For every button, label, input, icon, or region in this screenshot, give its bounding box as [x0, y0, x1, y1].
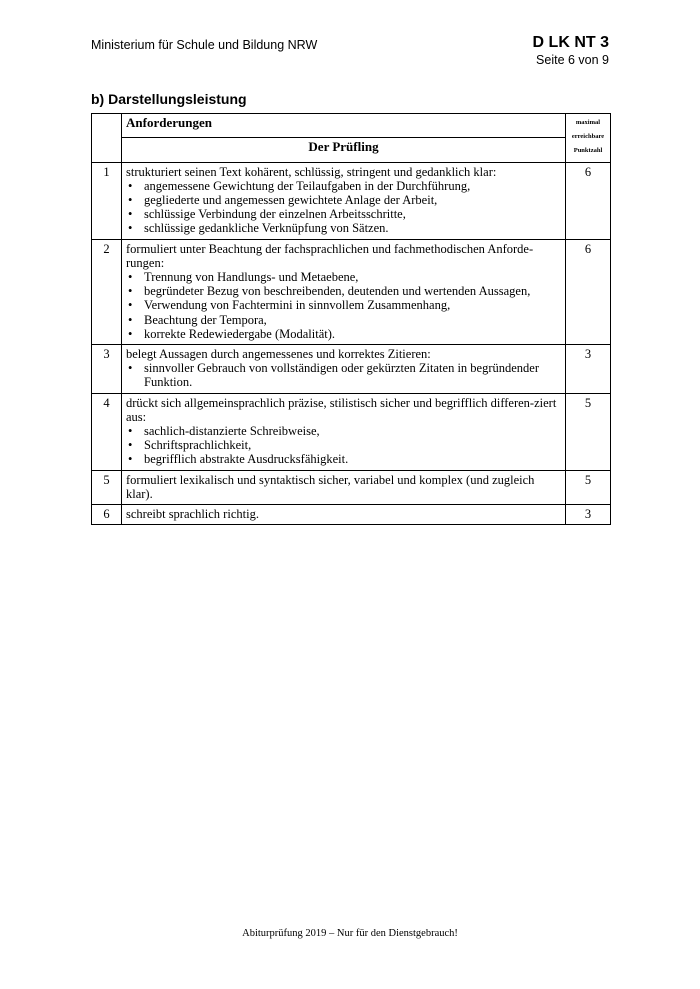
list-item: • Verwendung von Fachtermini in sinnvollem Zusammenhang, [126, 298, 561, 312]
table-body [92, 162, 611, 525]
requirement-cell [122, 505, 566, 525]
list-item: • begrifflich abstrakte Ausdrucksfähigkeit. [126, 452, 561, 466]
points-cell: 3 [566, 505, 611, 525]
list-item: • sachlich-distanzierte Schreibweise, [126, 424, 561, 438]
row-number: 3 [92, 345, 122, 394]
points-cell: 6 [566, 162, 611, 239]
requirement-text: schreibt sprachlich richtig. [126, 507, 259, 522]
points-cell: 6 [566, 239, 611, 344]
ministry-name: Ministerium für Schule und Bildung NRW [91, 38, 318, 52]
table-row [92, 393, 611, 470]
requirements-header: Anforderungen [122, 114, 566, 138]
points-header: maximal erreichbare Punktzahl [566, 114, 611, 163]
table-header-row [92, 114, 611, 138]
list-item: • schlüssige Verbindung der einzelnen Arbeitsschritte, [126, 207, 561, 221]
number-header-cell [92, 114, 122, 163]
criteria-list [126, 179, 561, 236]
table-subheader-row [92, 138, 611, 162]
table-row [92, 470, 611, 504]
table-row [92, 345, 611, 394]
requirement-cell [122, 345, 566, 394]
criteria-list [126, 361, 561, 389]
list-item: • gegliederte und angemessen gewichtete Anlage der Arbeit, [126, 193, 561, 207]
list-item: • schlüssige gedankliche Verknüpfung von Sätzen. [126, 221, 561, 235]
requirement-text: strukturiert seinen Text kohärent, schlüssig, stringent und gedanklich klar: [126, 164, 497, 179]
criteria-list [126, 270, 561, 341]
list-item: • begründeter Bezug von beschreibenden, deutenden und wertenden Aussagen, [126, 284, 561, 298]
requirement-text: formuliert lexikalisch und syntaktisch sicher, variabel und komplex (und zugleich klar). [126, 472, 535, 501]
section-title: b) Darstellungsleistung [91, 91, 247, 107]
assessment-table [91, 113, 611, 525]
table-row [92, 505, 611, 525]
list-item: • Trennung von Handlungs- und Metaebene, [126, 270, 561, 284]
requirement-text: drückt sich allgemeinsprachlich präzise, stilistisch sicher und begrifflich differen-ziert aus: [126, 395, 557, 424]
requirement-cell [122, 162, 566, 239]
exam-code: D LK NT 3 [532, 34, 609, 51]
points-cell: 3 [566, 345, 611, 394]
table-row [92, 239, 611, 344]
row-number: 5 [92, 470, 122, 504]
row-number: 6 [92, 505, 122, 525]
list-item: • Beachtung der Tempora, [126, 313, 561, 327]
requirement-cell [122, 393, 566, 470]
requirement-text: formuliert unter Beachtung der fachsprachlichen und fachmethodischen Anforde-rungen: [126, 241, 534, 270]
table-row [92, 162, 611, 239]
list-item: • sinnvoller Gebrauch von vollständigen oder gekürzten Zitaten in begründender Funktion. [126, 361, 561, 389]
requirement-text: belegt Aussagen durch angemessenes und korrektes Zitieren: [126, 347, 431, 362]
list-item: • korrekte Redewiedergabe (Modalität). [126, 327, 561, 341]
list-item: • angemessene Gewichtung der Teilaufgaben in der Durchführung, [126, 179, 561, 193]
points-cell: 5 [566, 470, 611, 504]
examinee-header: Der Prüfling [122, 138, 566, 162]
points-cell: 5 [566, 393, 611, 470]
criteria-list [126, 424, 561, 467]
list-item: • Schriftsprachlichkeit, [126, 438, 561, 452]
requirement-cell [122, 470, 566, 504]
row-number: 2 [92, 239, 122, 344]
requirement-cell [122, 239, 566, 344]
row-number: 1 [92, 162, 122, 239]
row-number: 4 [92, 393, 122, 470]
page-number: Seite 6 von 9 [536, 53, 609, 67]
footer-note: Abiturprüfung 2019 – Nur für den Dienstgebrauch! [242, 928, 458, 939]
